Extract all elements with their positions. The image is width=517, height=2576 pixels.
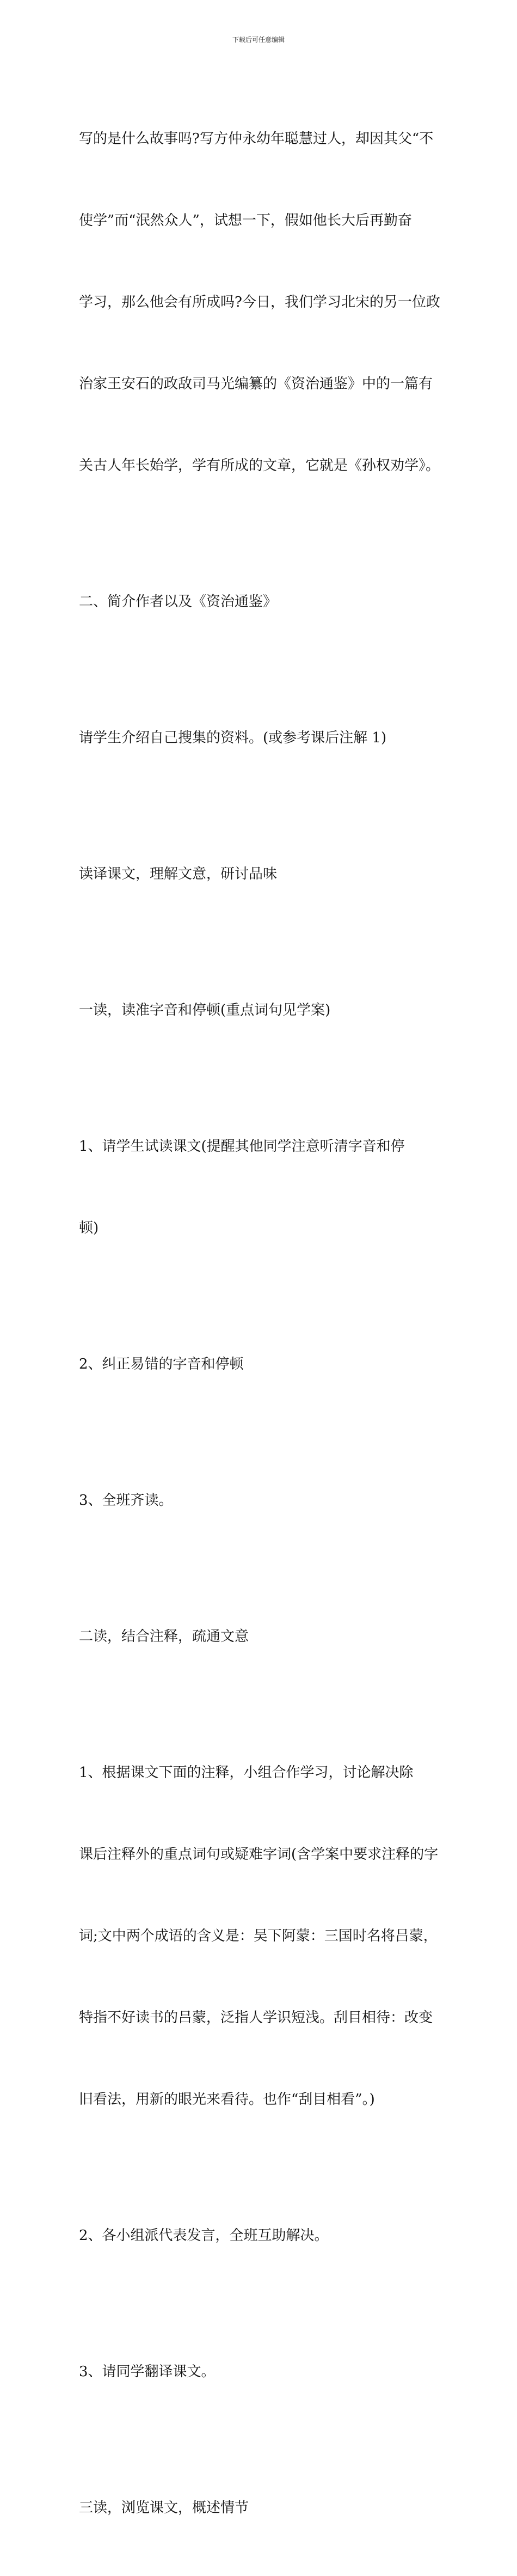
text-line: 2、各小组派代表发言，全班互助解决。 (79, 2227, 329, 2244)
list-item (79, 1078, 441, 1296)
paragraph-materials (79, 670, 441, 806)
document-body (79, 71, 441, 2576)
text-line: 顿) (79, 1220, 99, 1236)
text-line: 三读，浏览课文，概述情节 (79, 2500, 249, 2516)
page-header-note: 下载后可任意编辑 (232, 36, 285, 44)
text-line: 特指不好读书的吕蒙，泛指人学识短浅。刮目相待：改变 (79, 2010, 433, 2026)
text-line: 写的是什么故事吗?写方仲永幼年聪慧过人，却因其父“不 (79, 131, 434, 147)
text-line: 治家王安石的政敌司马光编纂的《资治通鉴》中的一篇有 (79, 376, 433, 392)
text-line: 学习，那么他会有所成吗?今日，我们学习北宋的另一位政 (79, 294, 440, 310)
list-item (79, 2304, 441, 2440)
text-line: 2、纠正易错的字音和停顿 (79, 1356, 244, 1372)
text-line: 旧看法，用新的眼光来看待。也作“刮目相看”。) (79, 2091, 375, 2108)
section-heading-reading (79, 806, 441, 942)
paragraph-intro (79, 71, 441, 534)
text-line: 一读，读准字音和停顿(重点词句见学案) (79, 1002, 331, 1018)
list-item (79, 1432, 441, 1568)
text-line: 词;文中两个成语的含义是：吴下阿蒙：三国时名将吕蒙， (79, 1928, 438, 1944)
text-line: 二读，结合注释，疏通文意 (79, 1628, 249, 1645)
text-line: 二、简介作者以及《资治通鉴》 (79, 594, 278, 610)
step-third-read (79, 2440, 441, 2576)
step-second-read (79, 1568, 441, 1705)
list-item (79, 2168, 441, 2304)
text-line: 请学生介绍自己搜集的资料。(或参考课后注解 1) (79, 730, 387, 746)
step-first-read (79, 942, 441, 1078)
text-line: 读译课文，理解文意，研讨品味 (79, 866, 278, 882)
list-item (79, 1296, 441, 1432)
text-line: 3、请同学翻译课文。 (79, 2364, 216, 2380)
text-line: 3、全班齐读。 (79, 1492, 173, 1509)
section-heading-author (79, 534, 441, 670)
text-line: 关古人年长始学，学有所成的文章，它就是《孙权劝学》。 (79, 457, 440, 474)
text-line: 课后注释外的重点词句或疑难字词(含学案中要求注释的字 (79, 1846, 439, 1863)
text-line: 1、请学生试读课文(提醒其他同学注意听清字音和停 (79, 1138, 405, 1155)
text-line: 使学”而“泯然众人”，试想一下，假如他长大后再勤奋 (79, 212, 412, 229)
text-line: 1、根据课文下面的注释，小组合作学习，讨论解决除 (79, 1765, 414, 1781)
list-item (79, 1705, 441, 2168)
